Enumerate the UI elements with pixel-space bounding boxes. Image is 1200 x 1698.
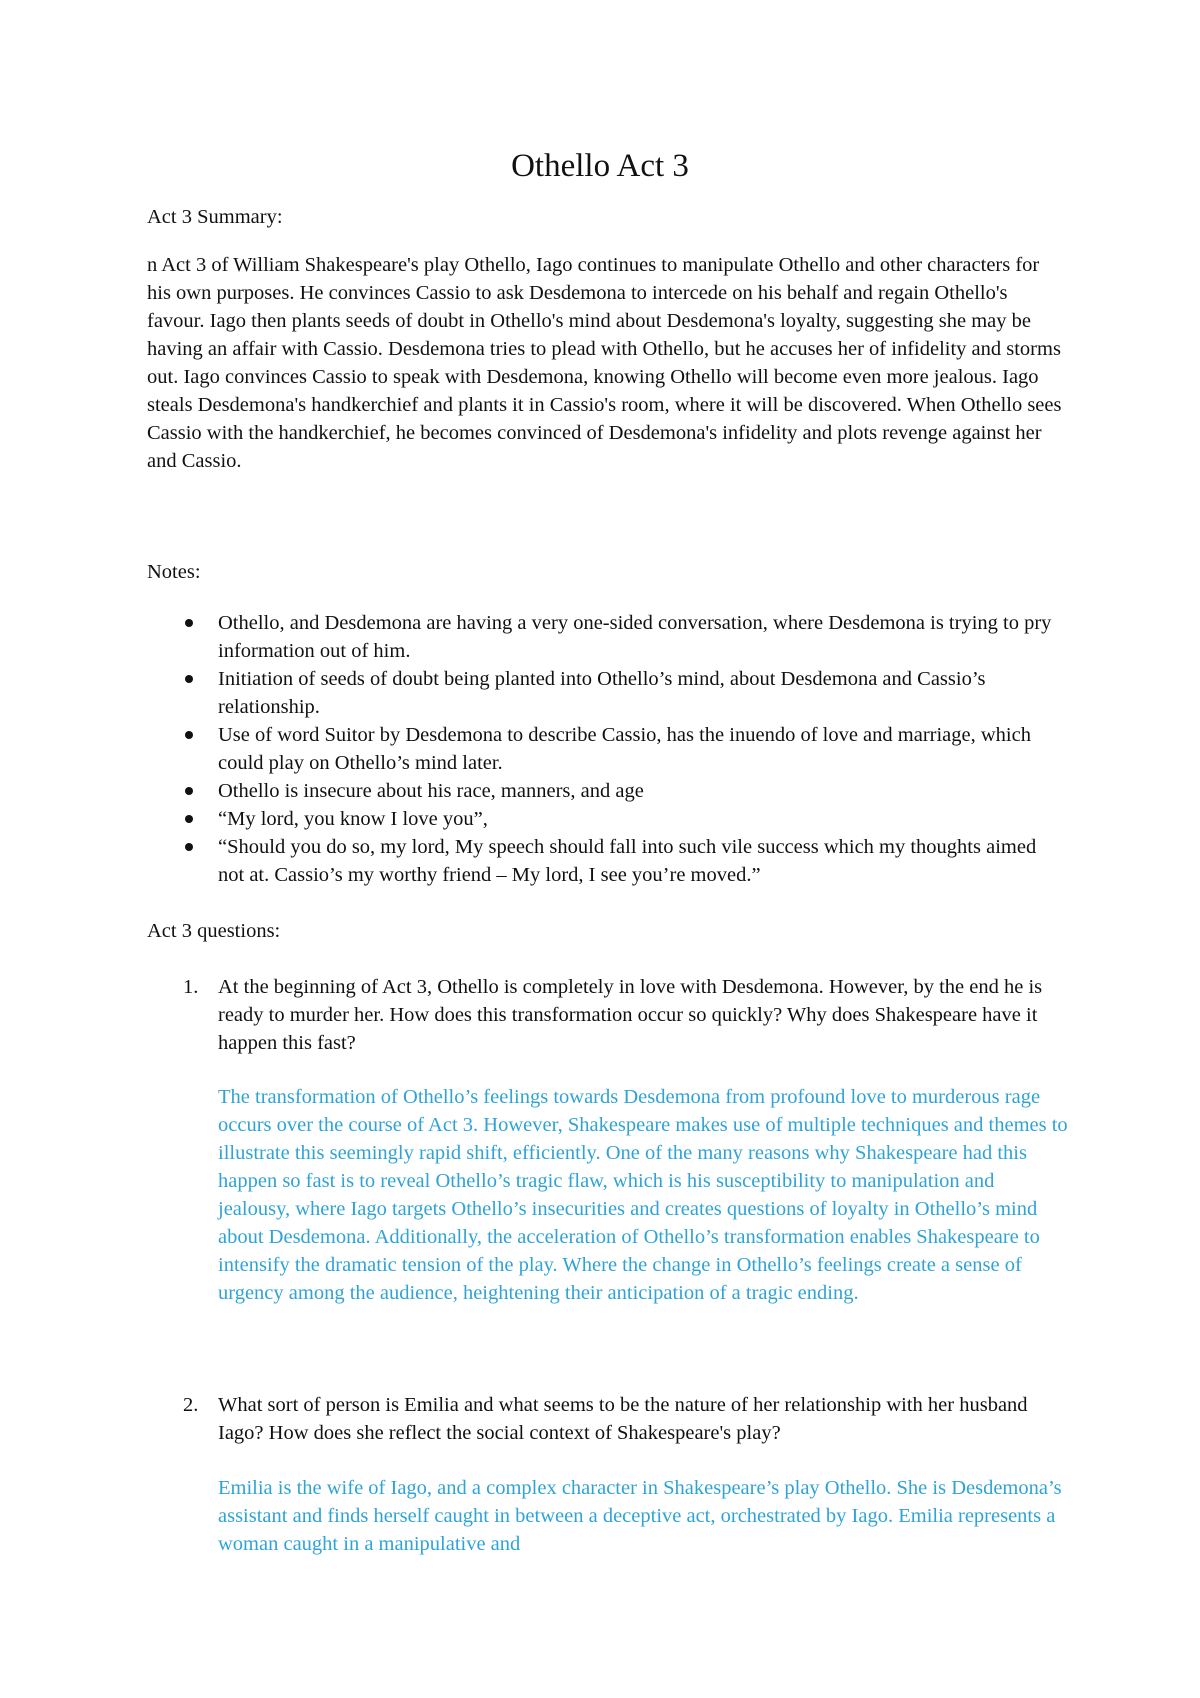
note-text: “Should you do so, my lord, My speech should fall into such vile success which my thoughts aimed not at. Cassio’s my worthy friend – My lord, I see you’re moved.” [218, 836, 1037, 886]
bullet-icon [185, 675, 193, 683]
question-1 [147, 973, 1067, 1057]
note-text: Othello, and Desdemona are having a very one-sided conversation, where Desdemona is trying to pry information out of him. [218, 612, 1052, 662]
bullet-icon [185, 619, 193, 627]
bullet-icon [185, 815, 193, 823]
questions-heading: Act 3 questions: [147, 920, 281, 942]
list-item [147, 777, 1067, 805]
list-item [147, 609, 1067, 665]
note-text: “My lord, you know I love you”, [218, 808, 488, 830]
list-item [147, 721, 1067, 777]
note-text: Initiation of seeds of doubt being planted into Othello’s mind, about Desdemona and Cassio’s relationship. [218, 668, 986, 718]
notes-heading: Notes: [147, 561, 201, 583]
question-number: 2. [183, 1394, 199, 1416]
list-item [147, 833, 1067, 889]
note-text: Use of word Suitor by Desdemona to describe Cassio, has the inuendo of love and marriage, which could play on Othello’s mind later. [218, 724, 1031, 774]
question-text: At the beginning of Act 3, Othello is completely in love with Desdemona. However, by the end he is ready to murder her. How does this transformation occur so quickly? Why does Shakespeare have it happen this fast? [218, 976, 1043, 1054]
bullet-icon [185, 787, 193, 795]
note-text: Othello is insecure about his race, manners, and age [218, 780, 644, 802]
list-item [147, 665, 1067, 721]
bullet-icon [185, 843, 193, 851]
list-item [147, 805, 1067, 833]
notes-list [147, 609, 1067, 889]
question-2 [147, 1391, 1067, 1447]
question-text: What sort of person is Emilia and what seems to be the nature of her relationship with her husband Iago? How does she reflect the social context of Shakespeare's play? [218, 1394, 1028, 1444]
page-title: Othello Act 3 [511, 148, 689, 184]
bullet-icon [185, 731, 193, 739]
answer-1: The transformation of Othello’s feelings towards Desdemona from profound love to murderous rage occurs over the course of Act 3. However, Shakespeare makes use of multiple techniques and themes to illustrate this seemingly rapid shift, efficiently. One of the many reasons why Shakespeare had this happen so fast is to reveal Othello’s tragic flaw, which is his susceptibility to manipulation and jealousy, where Iago targets Othello’s insecurities and creates questions of loyalty in Othello’s mind about Desdemona. Additionally, the acceleration of Othello’s transformation enables Shakespeare to intensify the dramatic tension of the play. Where the change in Othello’s feelings create a sense of urgency among the audience, heightening their anticipation of a tragic ending. [218, 1086, 1068, 1304]
summary-paragraph: n Act 3 of William Shakespeare's play Othello, Iago continues to manipulate Othello and other characters for his own purposes. He convinces Cassio to ask Desdemona to intercede on his behalf and regain Othello's favour. Iago then plants seeds of doubt in Othello's mind about Desdemona's loyalty, suggesting she may be having an affair with Cassio. Desdemona tries to plead with Othello, but he accuses her of infidelity and storms out. Iago convinces Cassio to speak with Desdemona, knowing Othello will become even more jealous. Iago steals Desdemona's handkerchief and plants it in Cassio's room, where it will be discovered. When Othello sees Cassio with the handkerchief, he becomes convinced of Desdemona's infidelity and plots revenge against her and Cassio. [147, 254, 1062, 472]
question-number: 1. [183, 976, 199, 998]
answer-2: Emilia is the wife of Iago, and a complex character in Shakespeare’s play Othello. She is Desdemona’s assistant and finds herself caught in between a deceptive act, orchestrated by Iago. Emilia represents a woman caught in a manipulative and [218, 1477, 1062, 1555]
summary-heading: Act 3 Summary: [147, 206, 283, 228]
